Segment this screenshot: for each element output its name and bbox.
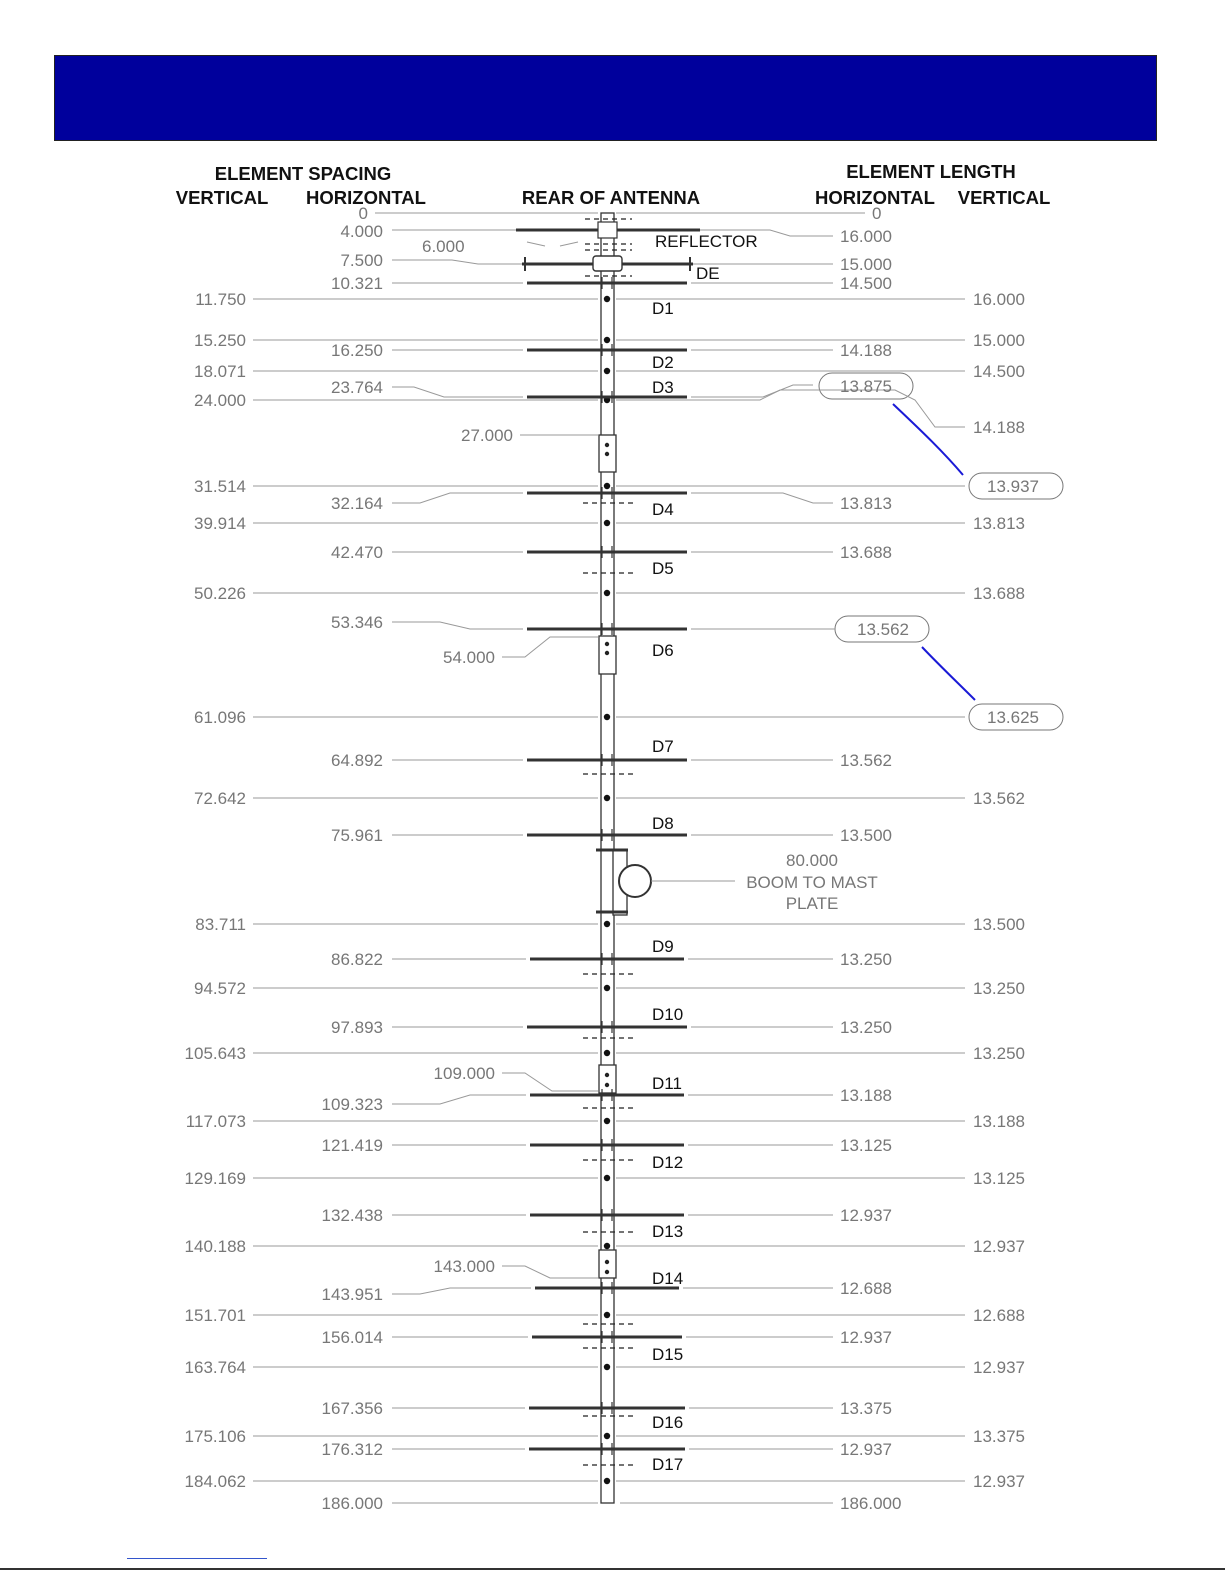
dim-joint-54: 54.000 (443, 648, 495, 667)
vertical-pos: 83.711 (195, 915, 246, 934)
director-len: 14.188 (840, 341, 892, 360)
director-len: 13.250 (840, 1018, 892, 1037)
director-pos: 16.250 (331, 341, 383, 360)
vertical-element-dot (604, 795, 610, 801)
director-pos: 97.893 (331, 1018, 383, 1037)
director-len: 13.562 (857, 620, 909, 639)
director-name: D2 (652, 353, 674, 372)
offset-arrow (527, 242, 545, 246)
vertical-element-dot (604, 368, 610, 374)
vertical-pos: 39.914 (194, 514, 246, 533)
dim-offset-6: 6.000 (422, 237, 465, 256)
joint-bolt (605, 1073, 609, 1077)
header-vertical-left: VERTICAL (175, 187, 269, 208)
vertical-element-dot (604, 1433, 610, 1439)
director-len: 14.500 (840, 274, 892, 293)
annotation-stroke (893, 404, 963, 475)
vertical-element-dot (604, 921, 610, 927)
header-rear-of-antenna: REAR OF ANTENNA (521, 187, 701, 208)
vertical-pos: 24.000 (194, 391, 246, 410)
de-clamp (593, 256, 622, 271)
boom (601, 213, 614, 1503)
header-element-length: ELEMENT LENGTH (846, 161, 1016, 182)
director-pos: 10.321 (331, 274, 383, 293)
offset-arrow (560, 242, 578, 246)
vertical-element-dot (604, 985, 610, 991)
vertical-len: 13.375 (973, 1427, 1025, 1446)
joint-bolt (605, 1083, 609, 1087)
vertical-len: 13.500 (973, 915, 1025, 934)
leader-joint-109 (502, 1073, 598, 1091)
vertical-len: 16.000 (973, 290, 1025, 309)
vertical-pos: 175.106 (184, 1427, 246, 1446)
vertical-len: 13.813 (973, 514, 1025, 533)
header-element-spacing: ELEMENT SPACING (214, 163, 392, 184)
director-pos: 176.312 (321, 1440, 383, 1459)
director-len: 13.250 (840, 950, 892, 969)
vertical-element-dot (604, 1050, 610, 1056)
director-pos: 167.356 (321, 1399, 383, 1418)
director-pos: 143.951 (321, 1285, 383, 1304)
director-len: 13.125 (840, 1136, 892, 1155)
vertical-pos: 105.643 (184, 1044, 246, 1063)
director-len: 12.688 (840, 1279, 892, 1298)
header-vertical-right: VERTICAL (957, 187, 1051, 208)
dim-de-len: 15.000 (840, 255, 892, 274)
director-name: D14 (652, 1269, 684, 1288)
director-len: 12.937 (840, 1328, 892, 1347)
director-name: D15 (652, 1345, 684, 1364)
boom-joint-109 (599, 1065, 616, 1093)
director-len: 13.688 (840, 543, 892, 562)
vertical-element-dot (604, 1175, 610, 1181)
director-name: D6 (652, 641, 674, 660)
vertical-element-dot (604, 1478, 610, 1484)
vertical-element-dot (604, 714, 610, 720)
vertical-element-dot (604, 1243, 610, 1249)
director-leader-left (392, 493, 523, 503)
director-pos: 42.470 (331, 543, 383, 562)
director-len: 12.937 (840, 1440, 892, 1459)
director-pos: 121.419 (321, 1136, 383, 1155)
dim-end-len: 186.000 (840, 1494, 902, 1513)
vertical-pos: 61.096 (194, 708, 246, 727)
dim-de-pos: 7.500 (340, 251, 383, 270)
vertical-pos: 94.572 (194, 979, 246, 998)
label-boom-to-mast: BOOM TO MAST (746, 873, 878, 892)
director-name: D3 (652, 378, 674, 397)
vertical-element-dot (604, 296, 610, 302)
director-len: 13.500 (840, 826, 892, 845)
footer-rule (0, 1568, 1225, 1570)
director-len: 13.188 (840, 1086, 892, 1105)
director-name: D12 (652, 1153, 684, 1172)
dim-zero-left: 0 (358, 204, 368, 223)
vertical-len: 12.937 (973, 1237, 1025, 1256)
vertical-len: 13.937 (987, 477, 1039, 496)
director-leader-left (392, 387, 523, 397)
vertical-len: 14.188 (973, 418, 1025, 437)
director-len: 12.937 (840, 1206, 892, 1225)
dim-reflector-pos: 4.000 (340, 222, 383, 241)
vertical-pos: 15.250 (194, 331, 246, 350)
vertical-len: 13.250 (973, 1044, 1025, 1063)
director-name: D1 (652, 299, 674, 318)
label-plate: PLATE (785, 894, 839, 913)
vertical-len: 13.625 (987, 708, 1039, 727)
vertical-element-dot (604, 590, 610, 596)
director-leader-right (691, 493, 833, 503)
label-reflector: REFLECTOR (655, 232, 758, 251)
header-horizontal-right: HORIZONTAL (815, 187, 935, 208)
joint-bolt (605, 642, 609, 646)
joint-bolt (605, 1260, 609, 1264)
director-len: 13.562 (840, 751, 892, 770)
leader-joint-54 (502, 637, 598, 657)
director-name: D13 (652, 1222, 684, 1241)
director-name: D9 (652, 937, 674, 956)
vertical-len: 13.188 (973, 1112, 1025, 1131)
dim-mast-plate-pos: 80.000 (786, 851, 838, 870)
director-name: D8 (652, 814, 674, 833)
leader-joint-143 (502, 1266, 598, 1278)
vertical-pos: 72.642 (194, 789, 246, 808)
director-leader-right (691, 385, 813, 397)
director-name: D17 (652, 1455, 684, 1474)
vertical-element-dot (604, 1312, 610, 1318)
director-len: 13.875 (840, 377, 892, 396)
dim-end-pos: 186.000 (321, 1494, 383, 1513)
vertical-len: 13.250 (973, 979, 1025, 998)
label-de: DE (696, 264, 720, 283)
joint-bolt (605, 443, 609, 447)
director-pos: 32.164 (331, 494, 383, 513)
director-leader-left (392, 1288, 531, 1294)
vertical-element-dot (604, 483, 610, 489)
joint-bolt (605, 1270, 609, 1274)
annotation-stroke (922, 647, 975, 700)
director-pos: 86.822 (331, 950, 383, 969)
dim-joint-109: 109.000 (433, 1064, 495, 1083)
dim-zero-right: 0 (872, 204, 882, 223)
leader-de-left (392, 260, 522, 264)
vertical-pos: 18.071 (194, 362, 246, 381)
vertical-len: 15.000 (973, 331, 1025, 350)
dim-joint-143: 143.000 (433, 1257, 495, 1276)
director-name: D4 (652, 500, 674, 519)
header-horizontal-left: HORIZONTAL (306, 187, 426, 208)
vertical-len: 12.937 (973, 1472, 1025, 1491)
director-pos: 156.014 (321, 1328, 383, 1347)
vertical-pos: 140.188 (184, 1237, 246, 1256)
vertical-len: 14.500 (973, 362, 1025, 381)
vertical-pos: 129.169 (184, 1169, 246, 1188)
footer-link-underline[interactable] (127, 1558, 267, 1559)
vertical-pos: 31.514 (194, 477, 246, 496)
director-name: D16 (652, 1413, 684, 1432)
director-leader-left (392, 622, 523, 629)
director-name: D7 (652, 737, 674, 756)
director-pos: 64.892 (331, 751, 383, 770)
director-name: D10 (652, 1005, 684, 1024)
vertical-pos: 11.750 (195, 290, 246, 309)
director-leader-left (392, 1095, 526, 1104)
director-pos: 75.961 (331, 826, 383, 845)
vertical-element-dot (604, 520, 610, 526)
director-name: D5 (652, 559, 674, 578)
vertical-pos: 151.701 (184, 1306, 246, 1325)
vertical-len: 13.688 (973, 584, 1025, 603)
director-len: 13.813 (840, 494, 892, 513)
joint-bolt (605, 651, 609, 655)
director-name: D11 (652, 1074, 682, 1093)
vertical-len: 13.125 (973, 1169, 1025, 1188)
vertical-element-dot (604, 1364, 610, 1370)
vertical-pos: 184.062 (184, 1472, 246, 1491)
vertical-element-dot (604, 1118, 610, 1124)
director-pos: 53.346 (331, 613, 383, 632)
vertical-len: 12.688 (973, 1306, 1025, 1325)
dim-reflector-len: 16.000 (840, 227, 892, 246)
vertical-pos: 117.073 (185, 1112, 246, 1131)
reflector-clamp (598, 222, 617, 238)
vertical-pos: 163.764 (184, 1358, 246, 1377)
vertical-element-dot (604, 337, 610, 343)
director-pos: 23.764 (331, 378, 383, 397)
vertical-pos: 50.226 (194, 584, 246, 603)
dim-joint-27: 27.000 (461, 426, 513, 445)
mast-tube (619, 865, 651, 897)
joint-bolt (605, 452, 609, 456)
vertical-len: 13.562 (973, 789, 1025, 808)
director-pos: 132.438 (321, 1206, 383, 1225)
director-pos: 109.323 (321, 1095, 383, 1114)
vertical-len: 12.937 (973, 1358, 1025, 1377)
director-len: 13.375 (840, 1399, 892, 1418)
